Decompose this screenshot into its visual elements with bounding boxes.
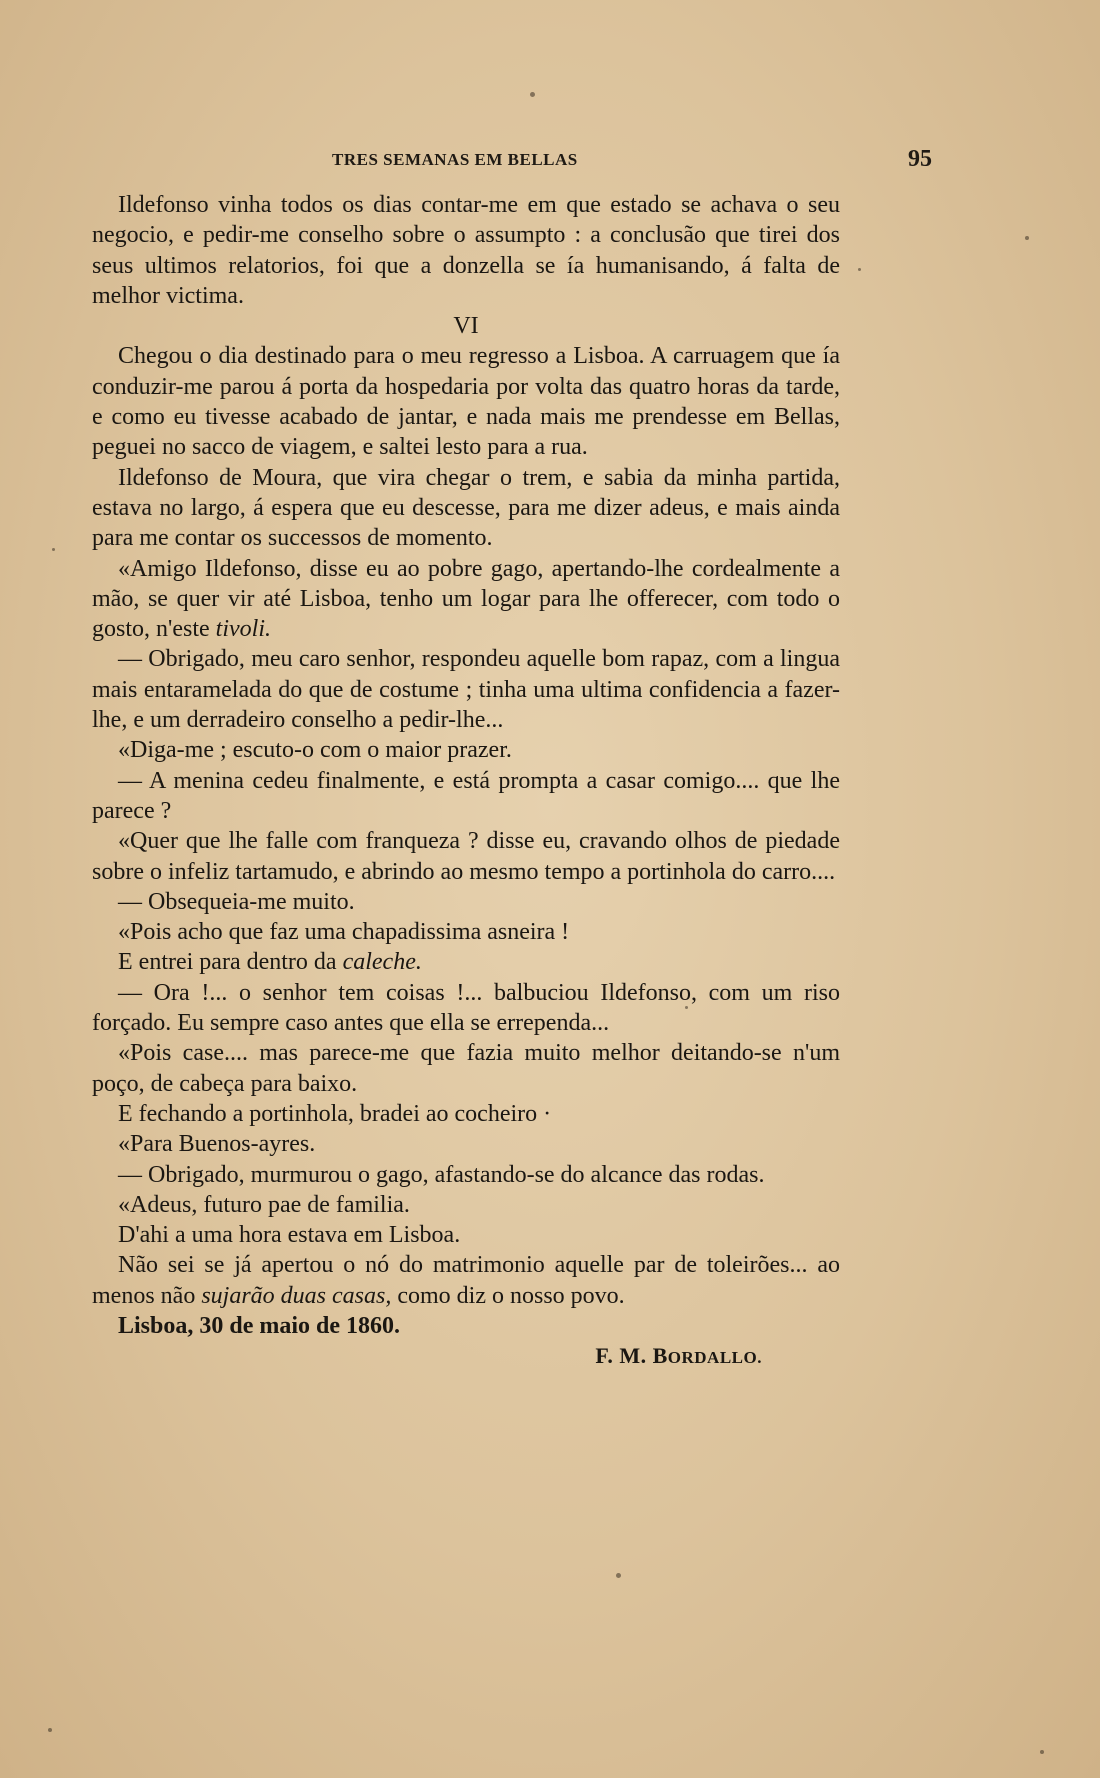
body-text: [92, 190, 840, 1374]
page-header: [92, 146, 932, 176]
signature-surname: ORDALLO.: [667, 1348, 762, 1368]
italic-word: tivoli.: [215, 616, 271, 643]
italic-phrase: sujarão duas casas,: [201, 1282, 392, 1309]
paragraph-text: como diz o nosso povo.: [391, 1282, 625, 1309]
paper-speck: [1040, 1750, 1044, 1754]
paragraph: Ildefonso de Moura, que vira chegar o trem, e sabia da minha partida, estava no largo, á espera que eu descesse, para me dizer adeus, e mais ainda para me contar os successos de momento.: [92, 464, 840, 552]
paper-speck: [48, 1728, 52, 1732]
paragraph: — Obrigado, murmurou o gago, afastando-se do alcance das rodas.: [118, 1161, 765, 1188]
paper-speck: [616, 1573, 621, 1578]
paragraph: — Ora !... o senhor tem coisas !... balbuciou Ildefonso, com um riso forçado. Eu sempre caso antes que ella se errependa...: [92, 979, 840, 1037]
paragraph: «Quer que lhe falle com franqueza ? disse eu, cravando olhos de piedade sobre o infeliz tartamudo, e abrindo ao mesmo tempo a portinhola do carro....: [92, 828, 840, 885]
paragraph: E fechando a portinhola, bradei ao cocheiro ·: [118, 1100, 552, 1127]
paper-speck: [52, 548, 55, 551]
paragraph: «Pois acho que faz uma chapadissima asneira !: [118, 919, 570, 946]
paragraph: D'ahi a uma hora estava em Lisboa.: [118, 1222, 461, 1249]
paragraph: [92, 1250, 840, 1311]
paper-speck: [858, 268, 861, 271]
page-number: 95: [908, 146, 932, 172]
paragraph: «Pois case.... mas parece-me que fazia muito melhor deitando-se n'um poço, de cabeça para baixo.: [92, 1040, 840, 1097]
signature: [92, 1341, 840, 1373]
section-heading: VI: [453, 313, 479, 340]
paragraph-text: E entrei para dentro da: [118, 949, 343, 976]
paragraph: «Para Buenos-ayres.: [118, 1131, 316, 1158]
paragraph: Ildefonso vinha todos os dias contar-me em que estado se achava o seu negocio, e pedir-me conselho sobre o assumpto : a conclusão que tirei dos seus ultimos relatorios, foi que a donzella se ía humanisando, á falta de melhor victima.: [92, 192, 840, 309]
paragraph: — Obrigado, meu caro senhor, respondeu aquelle bom rapaz, com a lingua mais entaramelada do que de costume ; tinha uma ultima confidencia a fazer-lhe, e um derradeiro conselho a pedir-lhe...: [92, 646, 840, 734]
paragraph: [92, 947, 840, 977]
paragraph: — Obsequeia-me muito.: [118, 888, 355, 915]
paragraph: «Adeus, futuro pae de familia.: [118, 1191, 410, 1218]
date-line: Lisboa, 30 de maio de 1860.: [118, 1312, 401, 1339]
paragraph: [92, 554, 840, 645]
paragraph-text: «Amigo Ildefonso, disse eu ao pobre gago, apertando-lhe cordealmente a mão, se quer vir até Lisboa, tenho um logar para lhe offerecer, com todo o gosto, n'este: [92, 555, 840, 643]
signature-initials: F. M. B: [595, 1343, 668, 1369]
paragraph: — A menina cedeu finalmente, e está prompta a casar comigo.... que lhe parece ?: [92, 767, 840, 824]
paper-speck: [1025, 236, 1029, 240]
paragraph-text: Não sei se já apertou o nó do matrimonio aquelle par de toleirões... ao menos não: [92, 1252, 840, 1309]
paragraph: Chegou o dia destinado para o meu regresso a Lisboa. A carruagem que ía conduzir-me parou á porta da hospedaria por volta das quatro horas da tarde, e como eu tivesse acabado de jantar, e nada mais me prendesse em Bellas, peguei no sacco de viagem, e saltei lesto para a rua.: [92, 343, 840, 461]
paper-speck: [685, 1006, 688, 1009]
italic-word: caleche.: [342, 949, 422, 976]
paragraph: «Diga-me ; escuto-o com o maior prazer.: [118, 737, 512, 764]
paper-speck: [530, 92, 535, 97]
running-title: TRES SEMANAS EM BELLAS: [332, 150, 578, 169]
